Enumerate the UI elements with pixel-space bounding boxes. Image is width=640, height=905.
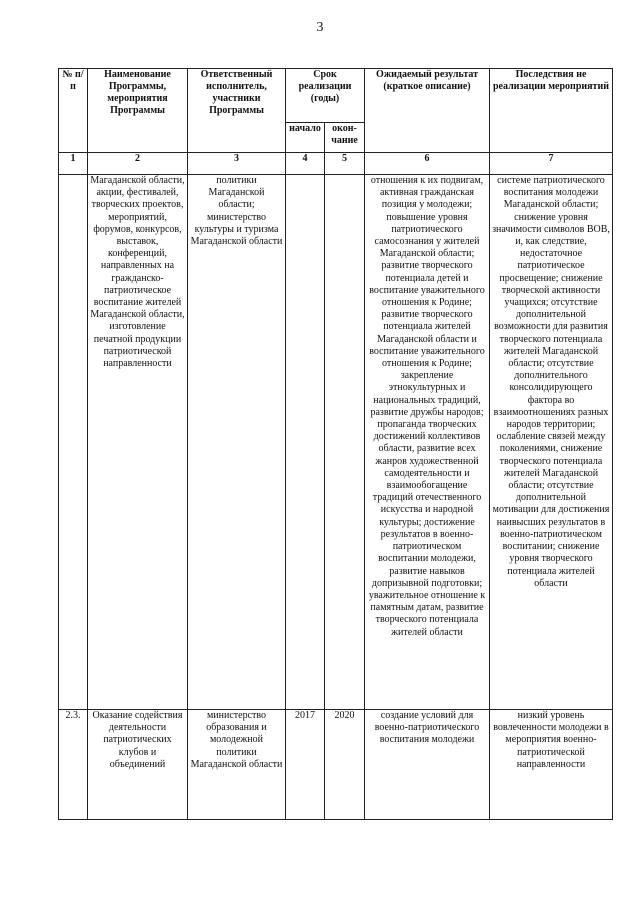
row-num	[59, 175, 88, 710]
col-number: 4	[286, 153, 325, 175]
header-result: Ожидаемый результат (краткое описание)	[365, 69, 490, 153]
row-start	[286, 175, 325, 710]
row-name: Оказание содействия деятельности патриотических клубов и объединений	[88, 710, 188, 820]
row-consequence: низкий уровень вовлеченности молодежи в мероприятия военно-патриотической направленности	[490, 710, 613, 820]
col-number: 1	[59, 153, 88, 175]
row-end: 2020	[325, 710, 365, 820]
column-number-row	[59, 153, 613, 175]
col-number: 5	[325, 153, 365, 175]
table-row	[59, 710, 613, 820]
header-row	[59, 69, 613, 123]
header-name: Наименование Программы, мероприятия Программы	[88, 69, 188, 153]
row-start: 2017	[286, 710, 325, 820]
col-number: 3	[188, 153, 286, 175]
header-start: начало	[286, 123, 325, 153]
header-responsible: Ответственный исполнитель, участники Программы	[188, 69, 286, 153]
page-number: 3	[316, 20, 324, 35]
row-num: 2.3.	[59, 710, 88, 820]
col-number: 2	[88, 153, 188, 175]
row-name: Магаданской области, акции, фестивалей, творческих проектов, мероприятий, форумов, конкурсов, выставок, конференций, направленных на гражданско-патриотическое воспитание жителей Магаданской области, изготовление печатной продукции патриотической направленности	[88, 175, 188, 710]
header-num: № п/п	[59, 69, 88, 153]
col-number: 7	[490, 153, 613, 175]
col-number: 6	[365, 153, 490, 175]
row-responsible: политики Магаданской области; министерство культуры и туризма Магаданской области	[188, 175, 286, 710]
row-result: отношения к их подвигам, активная гражданская позиция у молодежи; повышение уровня патриотического самосознания у жителей Магаданской области; развитие творческого потенциала детей и воспитание уважительного отношения к Родине; развитие творческого потенциала жителей Магаданской области и воспитание уважительного отношения к Родине; закрепление этнокультурных и национальных традиций, развитие дружбы народов; пропаганда творческих достижений коллективов области, развитие всех жанров художественной самодеятельности и взаимообогащение традиций отечественного искусства и народной культуры; достижение результатов в военно-патриотическом воспитании молодежи, развитие навыков допризывной подготовки; уважительное отношение к памятным датам, развитие творческого потенциала жителей области	[365, 175, 490, 710]
header-consequence: Последствия не реализации мероприятий	[490, 69, 613, 153]
table-row	[59, 175, 613, 710]
row-responsible: министерство образования и молодежной политики Магаданской области	[188, 710, 286, 820]
header-term: Срок реализации (годы)	[286, 69, 365, 123]
row-result: создание условий для военно-патриотического воспитания молодежи	[365, 710, 490, 820]
row-consequence: системе патриотического воспитания молодежи Магаданской области; снижение уровня значимости символов ВОВ, и, как следствие, недостаточное патриотическое просвещение; снижение творческой активности учащихся; отсутствие дополнительной возможности для развития творческого потенциала жителей Магаданской области; отсутствие дополнительного консолидирующего фактора во взаимоотношениях разных народов территории; ослабление связей между поколениями, снижение творческого потенциала жителей Магаданской области; отсутствие дополнительной мотивации для достижения наивысших результатов в военно-патриотическом воспитании; снижение уровня творческого потенциала жителей области	[490, 175, 613, 710]
row-end	[325, 175, 365, 710]
program-table	[58, 68, 613, 820]
header-end: окон-чание	[325, 123, 365, 153]
